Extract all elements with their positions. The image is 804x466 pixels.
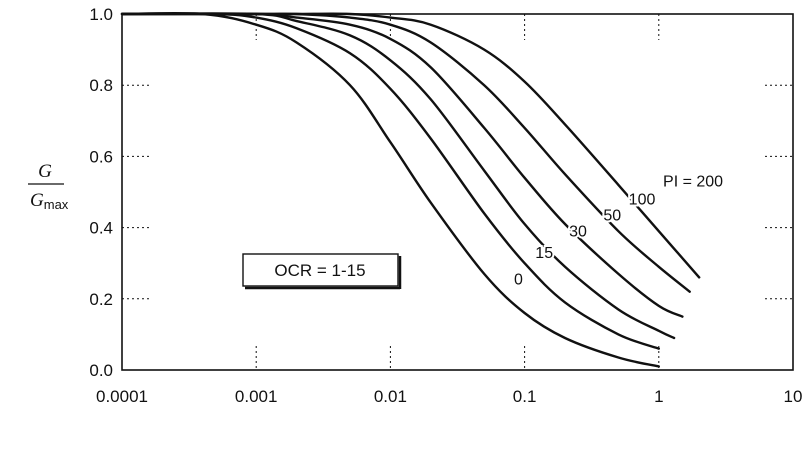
y-axis-label	[28, 161, 69, 212]
series-line	[122, 13, 674, 338]
y-tick-label: 1.0	[89, 5, 113, 24]
y-tick-label: 0.0	[89, 361, 113, 380]
x-tick-label: 10	[783, 387, 803, 406]
x-tick-label: 0.1	[512, 387, 537, 406]
series-line	[122, 14, 690, 292]
y-axis	[89, 5, 113, 380]
x-tick-label: 0.001	[234, 387, 278, 406]
x-axis	[96, 387, 802, 406]
gridlines	[122, 14, 793, 370]
x-tick-label: 1	[654, 387, 664, 406]
y-axis-label-denominator: Gmax	[30, 190, 69, 212]
x-tick-label: 0.01	[373, 387, 407, 406]
y-tick-label: 0.4	[89, 218, 113, 238]
ocr-annotation-text: OCR = 1-15	[274, 261, 366, 280]
curve-label: 30	[569, 223, 587, 241]
curve-label: 50	[603, 207, 622, 225]
y-axis-label-numerator: G	[38, 161, 52, 182]
series-line	[122, 14, 659, 349]
curve-label: 15	[535, 244, 554, 262]
y-tick-label: 0.8	[89, 76, 113, 96]
curves	[122, 13, 699, 366]
y-tick-label: 0.6	[89, 147, 113, 167]
plot-frame	[122, 14, 793, 370]
curve-label: PI = 200	[663, 173, 724, 191]
x-tick-label: 0.0001	[96, 387, 148, 406]
plot-frame-border	[122, 14, 793, 370]
curve-label: 0	[514, 271, 523, 289]
series-line	[122, 14, 682, 317]
series-line	[122, 14, 699, 278]
curve-label: 100	[628, 191, 656, 209]
ocr-annotation	[243, 254, 400, 289]
y-tick-label: 0.2	[89, 289, 113, 309]
